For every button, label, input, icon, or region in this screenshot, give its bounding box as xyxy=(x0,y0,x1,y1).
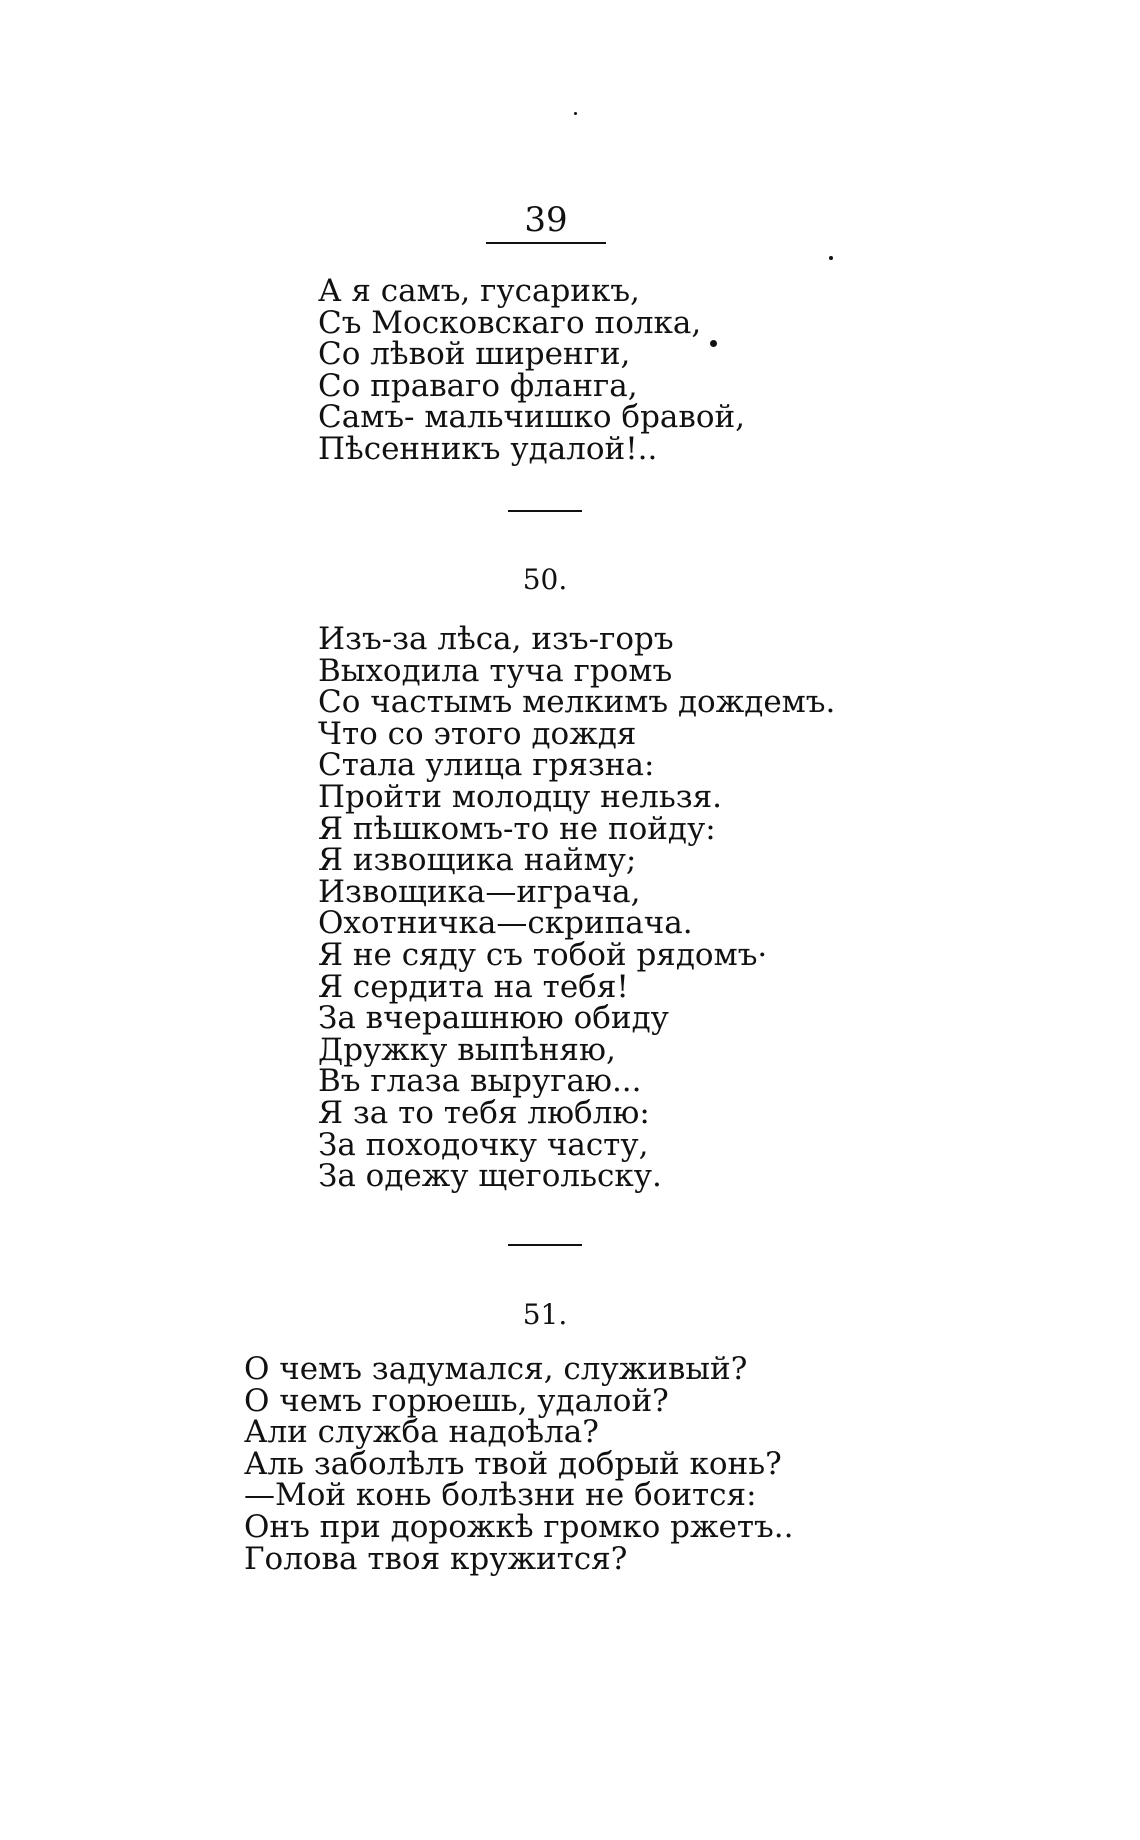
stanza-51 xyxy=(244,1351,794,1577)
verse-line: А я самъ, гусарикъ, xyxy=(318,273,640,309)
verse-line: За вчерашнюю обиду xyxy=(318,1000,669,1037)
verse-line: —Мой конь болѣзни не боится: xyxy=(244,1477,757,1514)
verse-line: Съ Московскаго полка, xyxy=(318,304,702,341)
verse-line: Пройти молодцу нельзя. xyxy=(318,778,723,815)
stanza-continuation xyxy=(318,273,746,467)
song-number-50: 50. xyxy=(522,563,568,596)
section-divider xyxy=(508,510,582,512)
verse-line: Въ глаза выругаю... xyxy=(318,1063,642,1100)
song-number-51: 51. xyxy=(522,1298,568,1331)
verse-line: Голова твоя кружится? xyxy=(244,1540,628,1577)
verse-line: Я не сяду съ тобой рядомъ· xyxy=(318,936,768,973)
verse-line: За одежу щегольску. xyxy=(318,1158,662,1195)
verse-line: Со частымъ мелкимъ дождемъ. xyxy=(318,684,836,721)
verse-line: О чемъ горюешь, удалой? xyxy=(244,1382,669,1419)
section-divider xyxy=(508,1244,582,1246)
verse-line: Со праваго фланга, xyxy=(318,367,638,404)
verse-line: Онъ при дорожкѣ громко ржетъ.. xyxy=(244,1508,794,1545)
stanza-50 xyxy=(318,621,836,1195)
verse-line: Дружку выпѣняю, xyxy=(318,1031,616,1068)
verse-line: Я пѣшкомъ-то не пойду: xyxy=(318,810,716,847)
verse-line: Что со этого дождя xyxy=(318,715,637,752)
verse-line: Али служба надоѣла? xyxy=(244,1414,599,1451)
verse-line: Я сердита на тебя! xyxy=(318,968,629,1005)
verse-line: Стала улица грязна: xyxy=(318,747,655,784)
ink-speck xyxy=(574,112,577,115)
verse-line: Я извощика найму; xyxy=(318,842,637,879)
ink-speck xyxy=(829,256,833,260)
verse-line: Выходила туча громъ xyxy=(318,652,673,689)
verse-line: Я за то тебя люблю: xyxy=(318,1094,650,1131)
verse-line: О чемъ задумался, служивый? xyxy=(244,1351,748,1387)
verse-line: Изъ-за лѣса, изъ-горъ xyxy=(318,621,674,657)
verse-line: За походочку часту, xyxy=(318,1126,649,1163)
page-number: 39 xyxy=(486,200,606,244)
verse-line: Аль заболѣлъ твой добрый конь? xyxy=(244,1445,782,1482)
ink-speck xyxy=(710,340,717,347)
verse-line: Со лѣвой ширенги, xyxy=(318,336,631,373)
verse-line: Самъ- мальчишко бравой, xyxy=(318,399,746,436)
verse-line: Охотничка—скрипача. xyxy=(318,905,693,942)
verse-line: Пѣсенникъ удалой!.. xyxy=(318,430,658,467)
verse-line: Извощика—играча, xyxy=(318,873,641,910)
